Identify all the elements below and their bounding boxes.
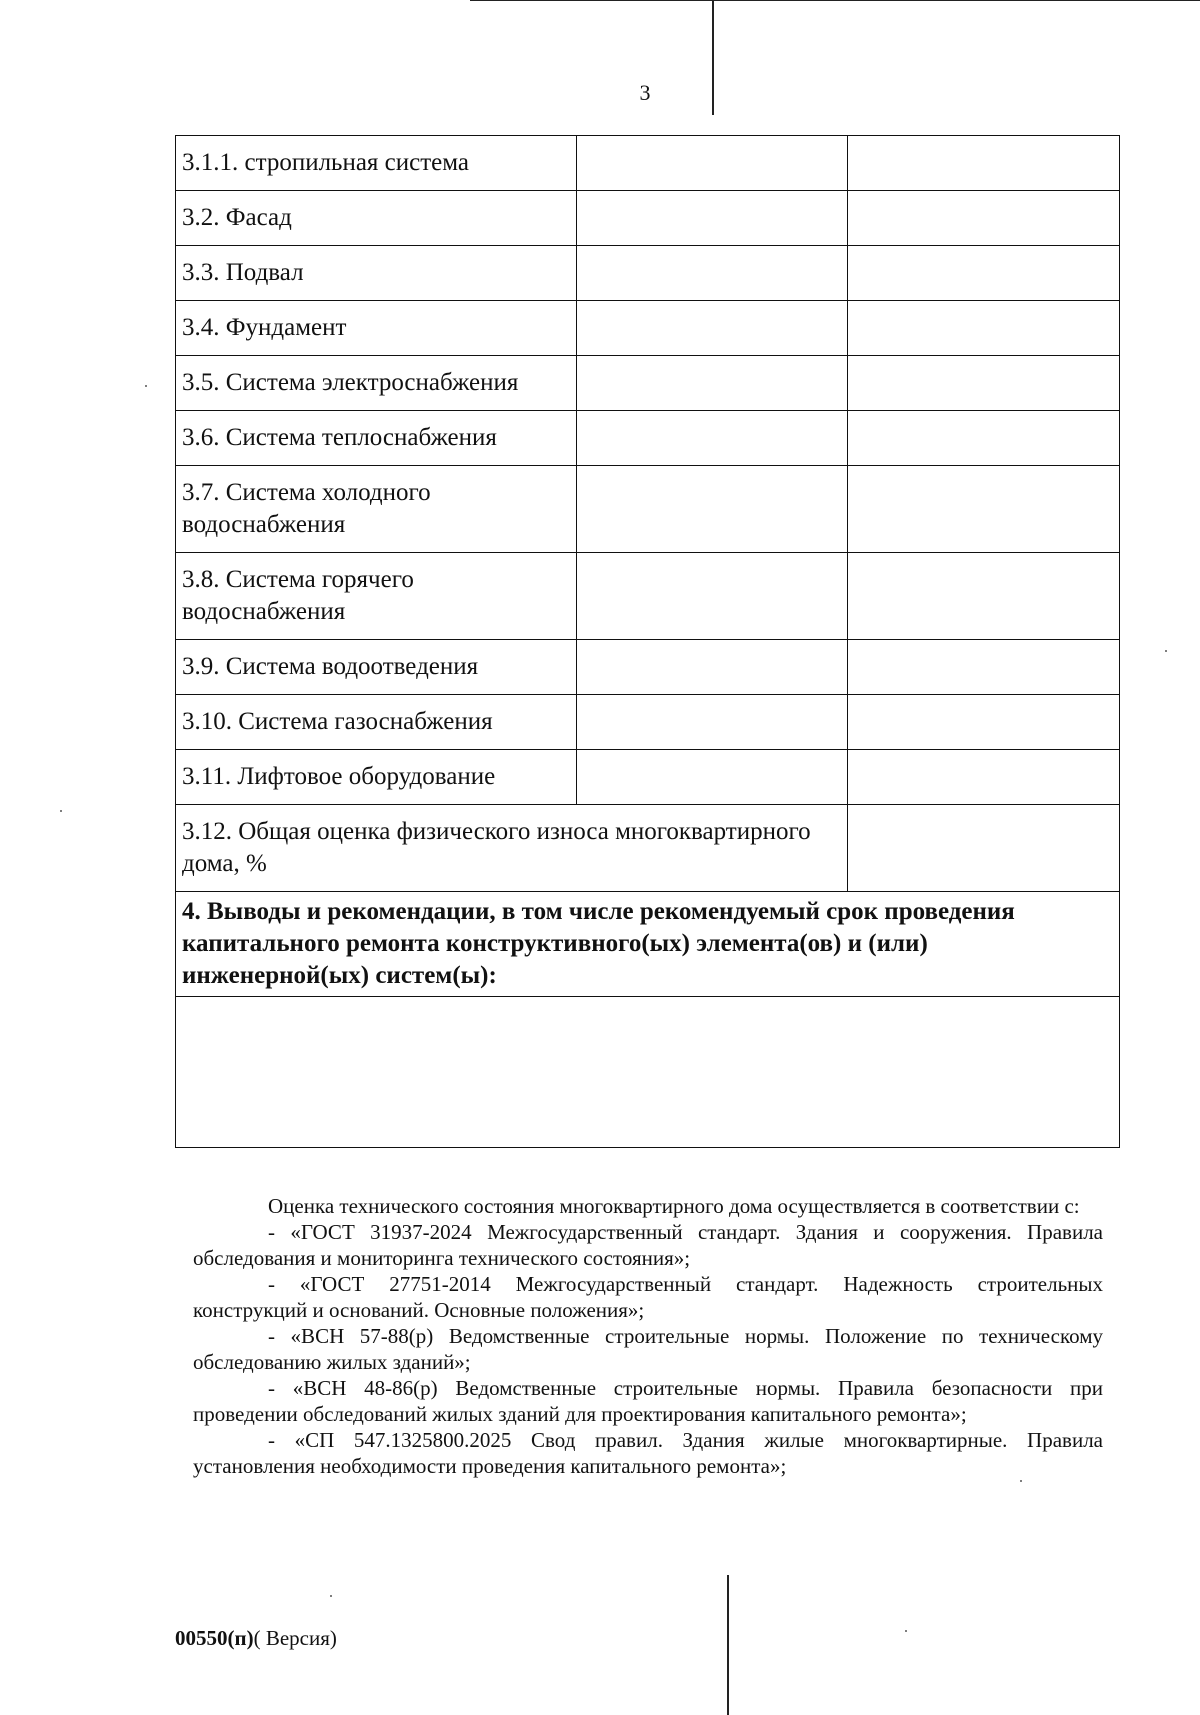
value-cell[interactable] [848, 553, 1120, 640]
value-cell[interactable] [848, 356, 1120, 411]
table-row [176, 750, 1120, 805]
value-cell[interactable] [848, 301, 1120, 356]
overall-wear-label: 3.12. Общая оценка физического износа многоквартирного дома, % [176, 805, 848, 892]
section4-body-row [176, 997, 1120, 1148]
row-label: 3.3. Подвал [176, 246, 577, 301]
table-row [176, 640, 1120, 695]
table-row [176, 191, 1120, 246]
section4-title: 4. Выводы и рекомендации, в том числе рекомендуемый срок проведения капитального ремонта конструктивного(ых) элемента(ов) и (или) инженерной(ых) систем(ы): [176, 892, 1120, 997]
document-code [175, 1626, 337, 1651]
row-label: 3.9. Система водоотведения [176, 640, 577, 695]
value-cell[interactable] [848, 191, 1120, 246]
standard-item: - «СП 547.1325800.2025 Свод правил. Здания жилые многоквартирные. Правила установления необходимости проведения капитального ремонта»; [193, 1428, 1103, 1478]
scan-speck [905, 1630, 907, 1632]
row-label: 3.2. Фасад [176, 191, 577, 246]
overall-wear-value-cell[interactable] [848, 805, 1120, 892]
value-cell[interactable] [577, 695, 848, 750]
value-cell[interactable] [848, 640, 1120, 695]
standard-item: - «ВСН 57-88(р) Ведомственные строительные нормы. Положение по техническому обследованию жилых зданий»; [193, 1324, 1103, 1374]
table-row [176, 411, 1120, 466]
assessment-table [175, 135, 1120, 1148]
table-row [176, 136, 1120, 191]
table-row-overall [176, 805, 1120, 892]
row-label: 3.10. Система газоснабжения [176, 695, 577, 750]
value-cell[interactable] [577, 750, 848, 805]
scan-fold-line-bottom [727, 1575, 729, 1715]
scan-speck [1020, 1480, 1022, 1482]
value-cell[interactable] [577, 136, 848, 191]
section4-header-row [176, 892, 1120, 997]
scan-speck [330, 1595, 332, 1597]
value-cell[interactable] [848, 136, 1120, 191]
value-cell[interactable] [848, 750, 1120, 805]
table-row [176, 695, 1120, 750]
standard-item: - «ГОСТ 31937-2024 Межгосударственный стандарт. Здания и сооружения. Правила обследования и мониторинга технического состояния»; [193, 1220, 1103, 1270]
value-cell[interactable] [577, 640, 848, 695]
row-label: 3.4. Фундамент [176, 301, 577, 356]
standards-intro: Оценка технического состояния многоквартирного дома осуществляется в соответствии с: [268, 1194, 1080, 1218]
row-label: 3.11. Лифтовое оборудование [176, 750, 577, 805]
scan-top-rule [470, 0, 1200, 1]
value-cell[interactable] [577, 356, 848, 411]
value-cell[interactable] [577, 191, 848, 246]
value-cell[interactable] [577, 466, 848, 553]
row-label: 3.5. Система электроснабжения [176, 356, 577, 411]
document-version: ( Версия) [253, 1626, 337, 1650]
scan-speck [60, 810, 62, 812]
table-row [176, 466, 1120, 553]
value-cell[interactable] [577, 553, 848, 640]
table-row [176, 246, 1120, 301]
value-cell[interactable] [848, 246, 1120, 301]
standards-text [193, 1193, 1103, 1479]
table-row [176, 356, 1120, 411]
row-label: 3.7. Система холодного водоснабжения [176, 466, 577, 553]
scan-speck [1165, 650, 1167, 652]
row-label: 3.1.1. стропильная система [176, 136, 577, 191]
conclusions-field[interactable] [176, 997, 1120, 1148]
value-cell[interactable] [577, 301, 848, 356]
row-label: 3.8. Система горячего водоснабжения [176, 553, 577, 640]
standard-item: - «ВСН 48-86(р) Ведомственные строительные нормы. Правила безопасности при проведении обследований жилых зданий для проектирования капитального ремонта»; [193, 1376, 1103, 1426]
value-cell[interactable] [577, 411, 848, 466]
table-row [176, 553, 1120, 640]
page-number: 3 [639, 80, 651, 105]
value-cell[interactable] [848, 411, 1120, 466]
document-code-number: 00550(п) [175, 1626, 254, 1650]
row-label: 3.6. Система теплоснабжения [176, 411, 577, 466]
table-row [176, 301, 1120, 356]
value-cell[interactable] [577, 246, 848, 301]
standard-item: - «ГОСТ 27751-2014 Межгосударственный стандарт. Надежность строительных конструкций и оснований. Основные положения»; [193, 1272, 1103, 1322]
scan-speck [145, 385, 147, 387]
value-cell[interactable] [848, 466, 1120, 553]
value-cell[interactable] [848, 695, 1120, 750]
